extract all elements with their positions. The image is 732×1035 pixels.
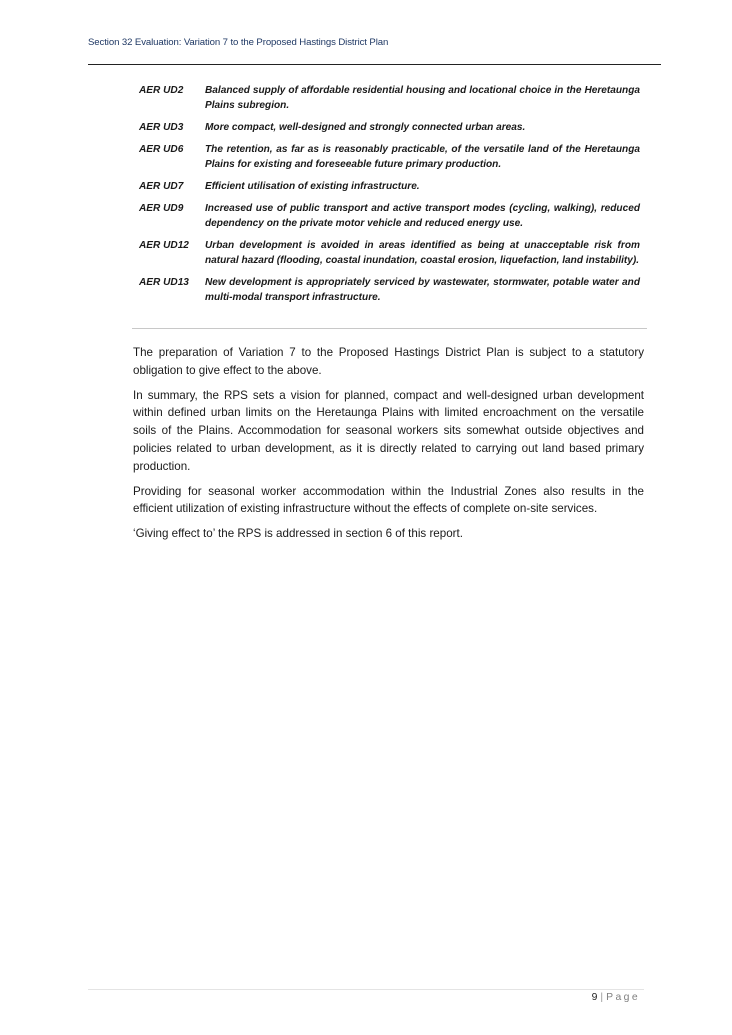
aer-description: New development is appropriately serviced by wastewater, stormwater, potable water and multi-modal transport infrastructure. bbox=[205, 277, 640, 303]
table-row bbox=[132, 80, 647, 120]
table-row bbox=[132, 201, 647, 238]
page-label: Page bbox=[606, 992, 640, 1003]
table-bottom-border bbox=[132, 328, 647, 329]
aer-code: AER UD13 bbox=[139, 277, 189, 288]
aer-table bbox=[132, 80, 647, 312]
aer-description: More compact, well-designed and strongly connected urban areas. bbox=[205, 122, 526, 133]
aer-code: AER UD9 bbox=[139, 203, 184, 214]
footer-divider bbox=[88, 989, 644, 990]
table-row bbox=[132, 142, 647, 179]
aer-description: Efficient utilisation of existing infrastructure. bbox=[205, 181, 420, 192]
header-divider bbox=[88, 64, 661, 65]
table-row bbox=[132, 179, 647, 201]
aer-description: The retention, as far as is reasonably practicable, of the versatile land of the Heretaunga Plains for existing and foreseeable future primary production. bbox=[205, 144, 640, 170]
table-row bbox=[132, 238, 647, 275]
paragraph: ‘Giving effect to’ the RPS is addressed in section 6 of this report. bbox=[133, 527, 463, 541]
footer-separator: | bbox=[600, 992, 604, 1003]
aer-code: AER UD3 bbox=[139, 122, 184, 133]
paragraph: The preparation of Variation 7 to the Proposed Hastings District Plan is subject to a statutory obligation to give effect to the above. bbox=[133, 346, 644, 377]
page-header: Section 32 Evaluation: Variation 7 to the Proposed Hastings District Plan bbox=[88, 37, 389, 48]
aer-description: Balanced supply of affordable residential housing and locational choice in the Heretaunga Plains subregion. bbox=[205, 85, 640, 111]
page-footer bbox=[592, 992, 640, 1003]
aer-description: Increased use of public transport and active transport modes (cycling, walking), reduced dependency on the private motor vehicle and reduced energy use. bbox=[205, 203, 640, 229]
table-row bbox=[132, 275, 647, 312]
aer-code: AER UD7 bbox=[139, 181, 184, 192]
paragraph: In summary, the RPS sets a vision for planned, compact and well-designed urban development within defined urban limits on the Heretaunga Plains with limited encroachment on the versatile soils of the Plains. Accommodation for seasonal workers sits somewhat outside objectives and policies related to urban development, as it is directly related to carrying out land based primary production. bbox=[133, 388, 644, 473]
aer-code: AER UD2 bbox=[139, 85, 184, 96]
aer-description: Urban development is avoided in areas identified as being at unacceptable risk from natural hazard (flooding, coastal inundation, coastal erosion, liquefaction, land instability). bbox=[205, 240, 640, 266]
aer-code: AER UD12 bbox=[139, 240, 189, 251]
paragraph: Providing for seasonal worker accommodation within the Industrial Zones also results in the efficient utilization of existing infrastructure without the effects of complete on-site services. bbox=[133, 484, 644, 516]
page-number: 9 bbox=[591, 992, 598, 1003]
aer-code: AER UD6 bbox=[139, 144, 184, 155]
body-text bbox=[133, 344, 644, 550]
table-row bbox=[132, 120, 647, 142]
